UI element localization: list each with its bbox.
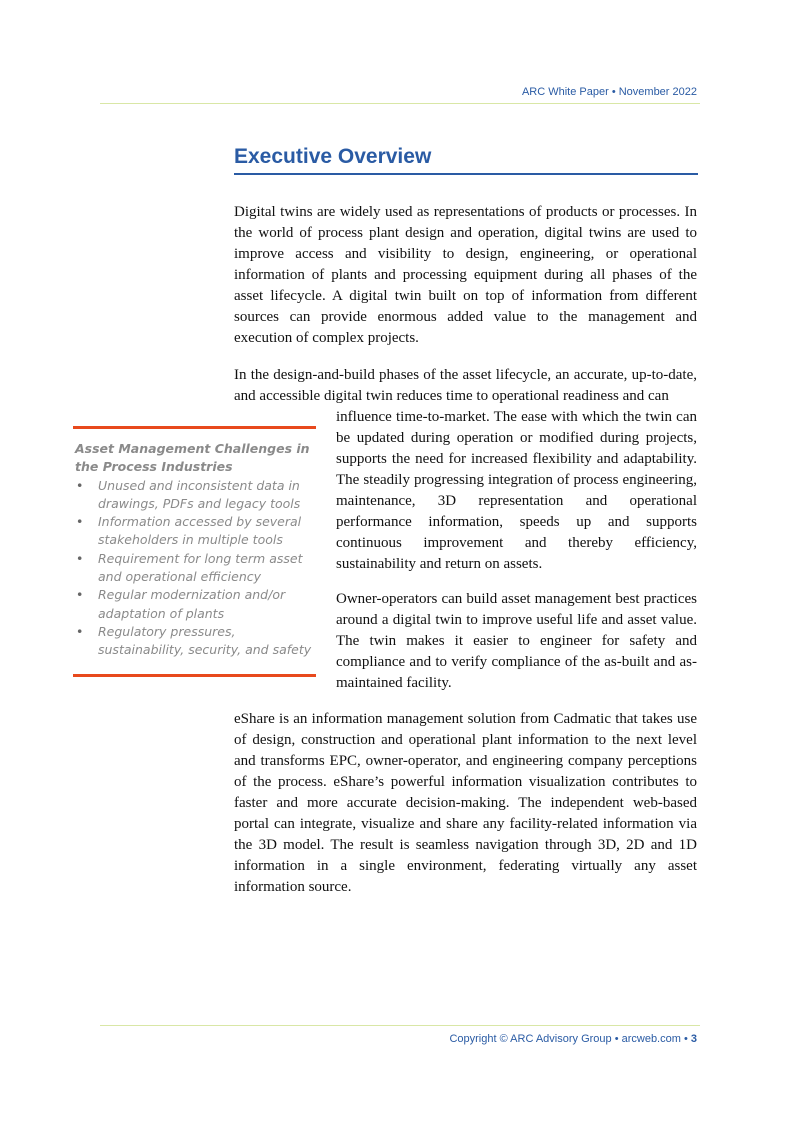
bullet-icon: • <box>76 623 84 639</box>
section-title: Executive Overview <box>234 145 432 168</box>
page-number: 3 <box>690 1033 697 1045</box>
list-item-text: Information accessed by several stakeholders in multiple tools <box>98 514 302 548</box>
footer-rule <box>100 1025 700 1026</box>
bullet-icon: • <box>76 514 84 530</box>
bullet-icon: • <box>76 587 84 603</box>
header-text: ARC White Paper • November 2022 <box>521 86 697 98</box>
sidebar-title: Asset Management Challenges in the Process Industries <box>75 441 310 475</box>
list-item-text: Unused and inconsistent data in drawings, PDFs and legacy tools <box>98 477 301 511</box>
list-item-text: Regular modernization and/or adaptation of plants <box>98 587 286 621</box>
bullet-icon: • <box>76 550 84 566</box>
sidebar-bottom-rule <box>73 674 316 677</box>
sidebar-top-rule <box>73 426 316 429</box>
list-item <box>75 477 317 514</box>
list-item <box>75 623 317 660</box>
footer-copyright: Copyright © ARC Advisory Group • arcweb.com • <box>449 1033 691 1045</box>
header-rule <box>100 103 700 104</box>
sidebar-callout <box>75 440 317 660</box>
body-paragraph-1: Digital twins are widely used as representations of products or processes. In the world of process plant design and operation, digital twins are used to improve access and visibility to design, engineering, or operational information of plants and processing equipment during all phases of the asset lifecycle. A digital twin built on top of information from different sources can provide enormous added value to the management and execution of complex projects. <box>234 204 697 346</box>
bullet-icon: • <box>76 477 84 493</box>
body-paragraph-3: Owner-operators can build asset management best practices around a digital twin to improve useful life and asset value. The twin makes it easier to engineer for safety and compliance and to verify compliance of the as-built and as-maintained facility. <box>336 591 697 691</box>
body-paragraph-4: eShare is an information management solution from Cadmatic that takes use of design, construction and operational plant information to the next level and transforms EPC, owner-operator, and engineering company perceptions of the process. eShare’s powerful information visualization contributes to faster and more accurate decision-making. The independent web-based portal can integrate, visualize and share any facility-related information via the 3D model. The result is seamless navigation through 3D, 2D and 1D information in a single environment, federating virtually any asset information source. <box>234 711 697 895</box>
body-paragraph-2-start: In the design-and-build phases of the asset lifecycle, an accurate, up-to-date, and accessible digital twin reduces time to operational readiness and can <box>234 367 697 404</box>
list-item-text: Requirement for long term asset and operational efficiency <box>98 550 303 585</box>
list-item <box>75 513 317 550</box>
list-item <box>75 586 317 623</box>
list-item <box>75 550 317 587</box>
list-item-text: Regulatory pressures, sustainability, security, and safety <box>98 623 312 658</box>
footer-text <box>449 1033 697 1045</box>
title-rule <box>234 173 698 175</box>
body-paragraph-2-continued: influence time-to-market. The ease with which the twin can be updated during operation or modified during projects, supports the need for increased flexibility and adaptability. The steadily progressing integration of process engineering, maintenance, 3D representation and operational performance information, speeds up and supports continuous improvement and thereby efficiency, sustainability and return on assets. <box>336 409 697 572</box>
sidebar-list <box>75 477 317 660</box>
